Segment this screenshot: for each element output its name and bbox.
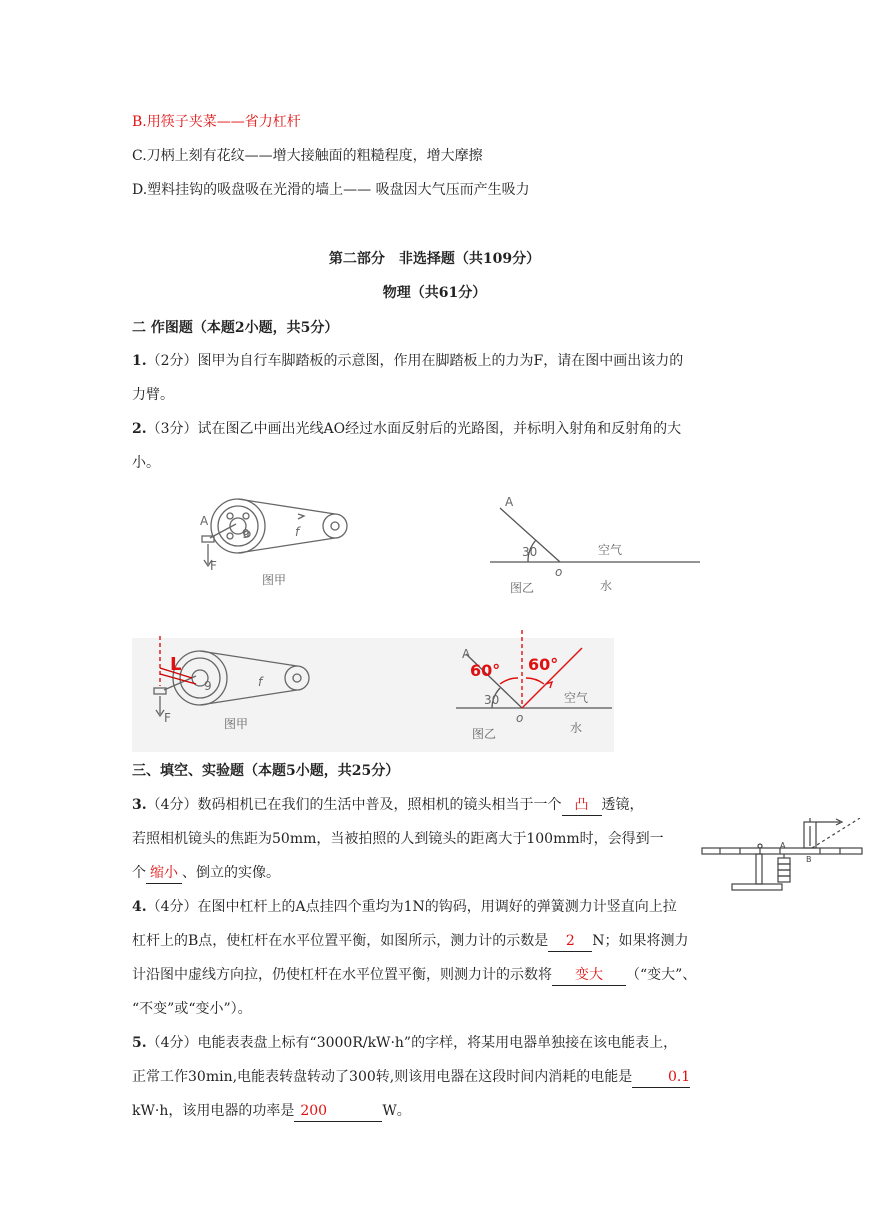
q4-line4: “不变”或“变小”）。 bbox=[132, 1001, 252, 1017]
q4-text-3b: （“变大”、 bbox=[626, 967, 697, 983]
q4-line1 bbox=[132, 897, 677, 917]
q5-number: 5. bbox=[132, 1035, 147, 1051]
fig-answer-angle-right: 60° bbox=[528, 655, 559, 674]
q5-line3 bbox=[132, 1101, 411, 1122]
q4-text-3a: 计沿图中虚线方向拉，仍使杠杆在水平位置平衡，则测力计的示数将 bbox=[132, 967, 552, 983]
q4-text-2b: N；如果将测力 bbox=[592, 933, 689, 949]
option-c: C.刀柄上刻有花纹——增大接触面的粗糙程度，增大摩擦 bbox=[132, 148, 483, 164]
q5-text-1: （4分）电能表表盘上标有“3000R/kW·h”的字样，将某用电器单独接在该电能表上， bbox=[146, 1035, 678, 1051]
section3-heading: 三、填空、实验题（本题5小题，共25分） bbox=[132, 763, 400, 779]
q3-answer-2: 缩小 bbox=[146, 863, 182, 884]
fig-answer-angle-left: 60° bbox=[470, 661, 501, 680]
section2-heading: 二 作图题（本题2小题，共5分） bbox=[132, 320, 339, 336]
q3-number: 3. bbox=[132, 797, 147, 813]
q4-line3 bbox=[132, 965, 696, 986]
fig-answer-label-l: L bbox=[170, 654, 182, 675]
q4-text-1: （4分）在图中杠杆上的A点挂四个重均为1N的钩码，用调好的弹簧测力计竖直向上拉 bbox=[146, 899, 677, 915]
q1-text: （2分）图甲为自行车脚踏板的示意图，作用在脚踏板上的力为F，请在图中画出该力的 bbox=[146, 353, 684, 369]
q2-number: 2. bbox=[132, 421, 147, 437]
fig-jia-caption: 图甲 bbox=[262, 573, 287, 587]
q1-line2: 力臂。 bbox=[132, 387, 174, 403]
fig-yi-label-o: o bbox=[555, 565, 563, 579]
q2-text: （3分）试在图乙中画出光线AO经过水面反射后的光路图，并标明入射角和反射角的大 bbox=[146, 421, 682, 437]
fig-jia-label-f-italic: f bbox=[295, 525, 300, 539]
q4-answer-1: 2 bbox=[548, 931, 592, 952]
q4-number: 4. bbox=[132, 899, 147, 915]
fig-answer-jia-caption: 图甲 bbox=[224, 717, 249, 731]
q1-number: 1. bbox=[132, 353, 147, 369]
q2-line1 bbox=[132, 419, 681, 439]
part2-title: 第二部分 非选择题（共109分） bbox=[328, 251, 541, 267]
part2-subtitle: 物理（共61分） bbox=[382, 285, 487, 301]
q3-text-c: 个 bbox=[132, 865, 146, 881]
fig-yi-label-30: 30 bbox=[522, 545, 538, 559]
fig-answer-yi-label-air: 空气 bbox=[564, 691, 589, 705]
lever-label-b: B bbox=[806, 855, 812, 864]
fig-yi-label-water: 水 bbox=[600, 579, 613, 593]
fig-answer-yi-caption: 图乙 bbox=[472, 727, 497, 741]
q5-answer-2: 200 bbox=[294, 1101, 382, 1122]
lever-label-a: A bbox=[780, 841, 786, 850]
fig-jia-label-9: 9 bbox=[242, 527, 250, 541]
q3-text-d: 、倒立的实像。 bbox=[182, 865, 280, 881]
fig-answer-yi-label-water: 水 bbox=[570, 721, 583, 735]
fig-jia-label-a: A bbox=[200, 514, 209, 528]
q5-answer-1: 0.1 bbox=[632, 1067, 690, 1088]
fig-yi-label-a: A bbox=[505, 495, 514, 509]
figure-jia-answer bbox=[140, 634, 340, 750]
q5-text-3a: kW·h，该用电器的功率是 bbox=[132, 1103, 295, 1119]
fig-yi-label-air: 空气 bbox=[598, 543, 623, 557]
fig-answer-yi-label-30: 30 bbox=[484, 693, 500, 707]
q3-answer-1: 凸 bbox=[562, 795, 602, 816]
fig-answer-jia-label-f: F bbox=[164, 711, 171, 725]
q3-line2: 若照相机镜头的焦距为50mm，当被拍照的人到镜头的距离大于100mm时，会得到一 bbox=[132, 831, 664, 847]
figure-jia-original bbox=[190, 488, 360, 600]
q4-text-2a: 杠杆上的B点，使杠杆在水平位置平衡，如图所示，测力计的示数是 bbox=[132, 933, 549, 949]
q5-line2 bbox=[132, 1067, 690, 1088]
q1-line1 bbox=[132, 351, 683, 371]
fig-answer-jia-label-9: 9 bbox=[204, 679, 212, 693]
option-b: B.用筷子夹菜——省力杠杆 bbox=[132, 114, 301, 130]
fig-yi-caption: 图乙 bbox=[510, 581, 535, 595]
fig-jia-label-f: F bbox=[210, 559, 217, 573]
figure-yi-answer bbox=[450, 628, 620, 752]
q3-text-b: 透镜， bbox=[601, 797, 644, 813]
q3-line1 bbox=[132, 795, 644, 816]
fig-answer-yi-label-a: A bbox=[462, 647, 471, 661]
lever-figure bbox=[700, 818, 864, 894]
q5-text-2a: 正常工作30min,电能表转盘转动了300转,则该用电器在这段时间内消耗的电能是 bbox=[132, 1069, 633, 1085]
fig-answer-jia-f-italic: f bbox=[258, 675, 263, 689]
q5-text-3b: W。 bbox=[382, 1103, 411, 1119]
q4-answer-2: 变大 bbox=[552, 965, 626, 986]
option-d: D.塑料挂钩的吸盘吸在光滑的墙上—— 吸盘因大气压而产生吸力 bbox=[132, 182, 530, 198]
q4-line2 bbox=[132, 931, 689, 952]
q3-line3 bbox=[132, 863, 280, 884]
q5-line1 bbox=[132, 1033, 677, 1053]
q3-text-a: （4分）数码相机已在我们的生活中普及，照相机的镜头相当于一个 bbox=[146, 797, 562, 813]
fig-answer-yi-label-o: o bbox=[516, 711, 524, 725]
figure-yi-original bbox=[470, 488, 710, 600]
q2-line2: 小。 bbox=[132, 455, 160, 471]
